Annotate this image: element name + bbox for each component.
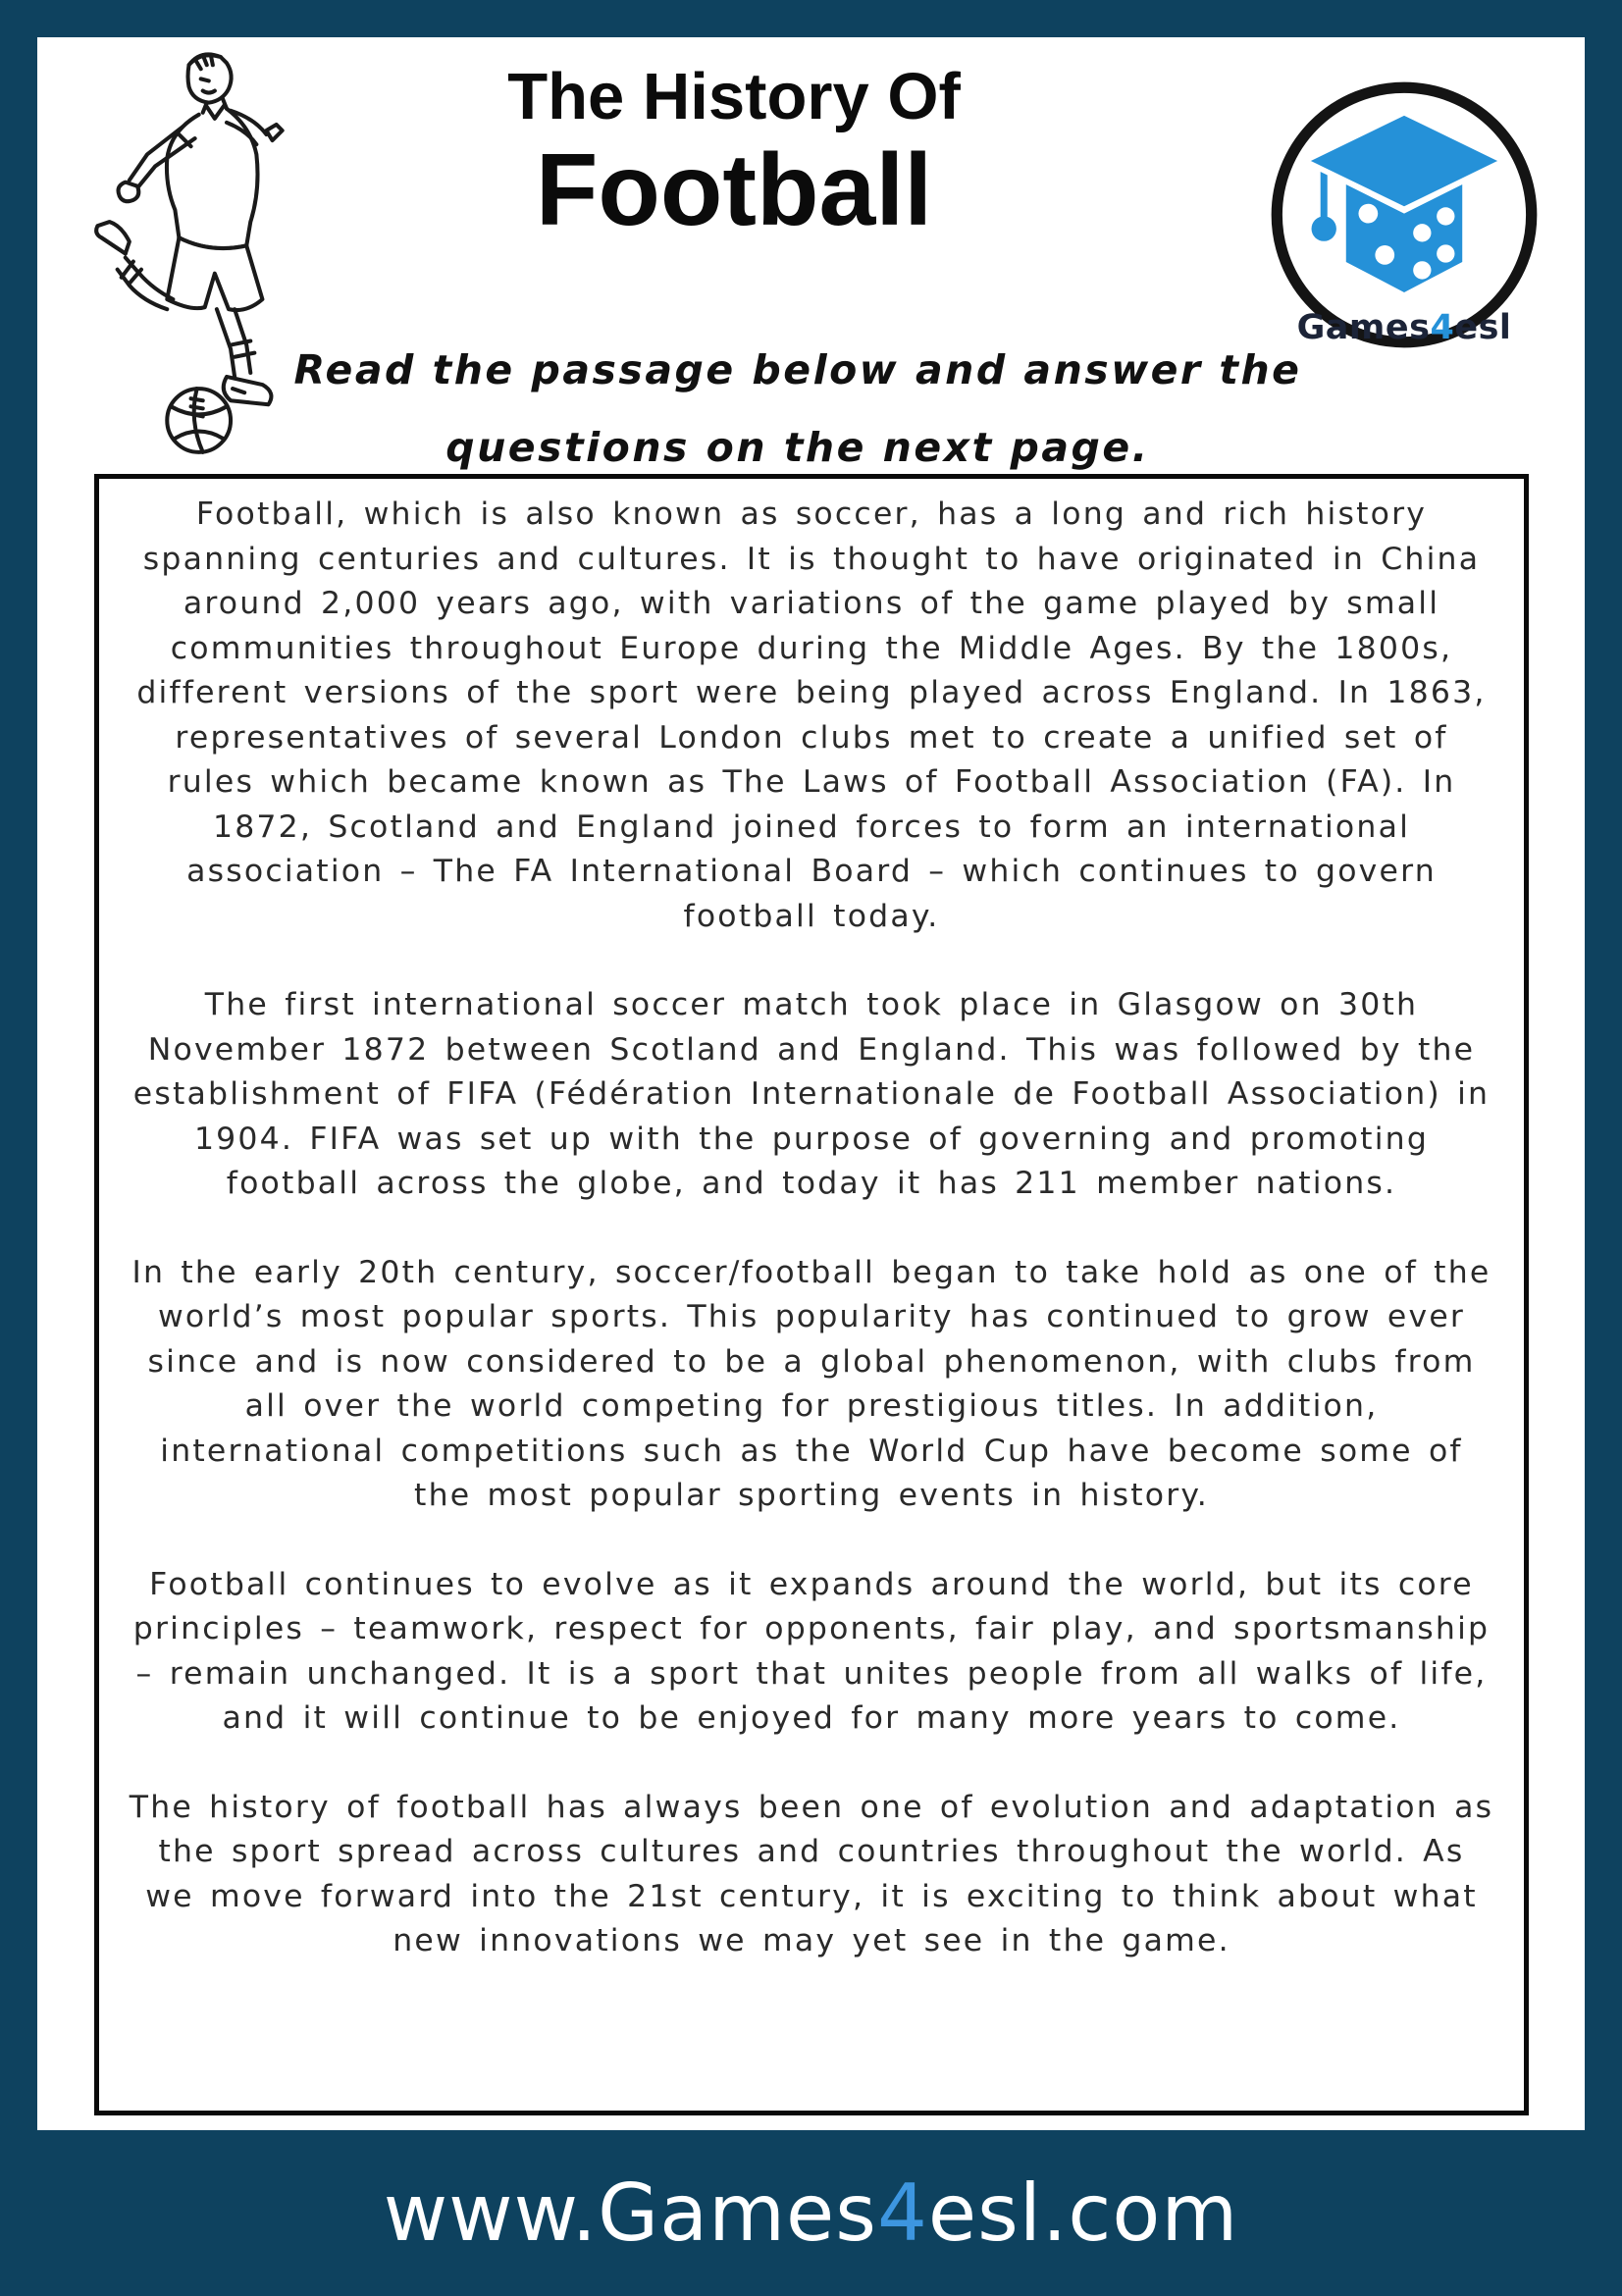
instructions-line-1: Read the passage below and answer the [293,346,1302,393]
footer-url-suffix: esl.com [927,2167,1239,2259]
passage-box [94,474,1529,2115]
footer-url-prefix: www.Games [383,2167,877,2259]
footer-url-accent: 4 [876,2167,928,2259]
passage-paragraph-3: In the early 20th century, soccer/football began to take hold as one of the world’s most popular sports. This popularity has continued to grow ever since and is now considered to be a global phenomenon, with clubs from all over the world competing for prestigious titles. In addition, international competitions such as the World Cup have become some of the most popular sporting events in history. [131,1254,1491,1513]
passage-paragraph-5: The history of football has always been one of evolution and adaptation as the sport spread across cultures and countries throughout the world. As we move forward into the 21st century, it is exciting to think about what new innovations we may yet see in the game. [129,1789,1494,1958]
passage-paragraph-1: Football, which is also known as soccer, has a long and rich history spanning centuries and cultures. It is thought to have originated in China around 2,000 years ago, with variations of the game played by small communities throughout Europe during the Middle Ages. By the 1800s, different versions of the sport were being played across England. In 1863, representatives of several London clubs met to create a unified set of rules which became known as The Laws of Football Association (FA). In 1872, Scotland and England joined forces to form an international association – The FA International Board – which continues to govern football today. [136,496,1487,934]
footer-website-url [0,2130,1622,2296]
page-title [322,59,1146,247]
logo-text-prefix: Games [1296,308,1431,347]
instructions-text [273,332,1323,487]
passage-paragraph-2: The first international soccer match took place in Glasgow on 30th November 1872 between Scotland and England. This was followed by the establishment of FIFA (Fédération Internationale de Football Association) in 1904. FIFA was set up with the purpose of governing and promoting football across the globe, and today it has 211 member nations. [132,987,1491,1201]
passage-paragraph-4: Football continues to evolve as it expands around the world, but its core principles – teamwork, respect for opponents, fair play, and sportsmanship – remain unchanged. It is a sport that unites people from all walks of life, and it will continue to be enjoyed for many more years to come. [132,1566,1491,1736]
instructions-line-2: questions on the next page. [445,424,1150,471]
logo-text-suffix: esl [1454,308,1512,347]
worksheet-page [37,37,1585,2130]
title-line-2: Football [535,133,933,247]
title-line-1: The History Of [507,60,961,133]
games4esl-logo [1266,77,1543,353]
logo-text-accent: 4 [1430,308,1455,347]
